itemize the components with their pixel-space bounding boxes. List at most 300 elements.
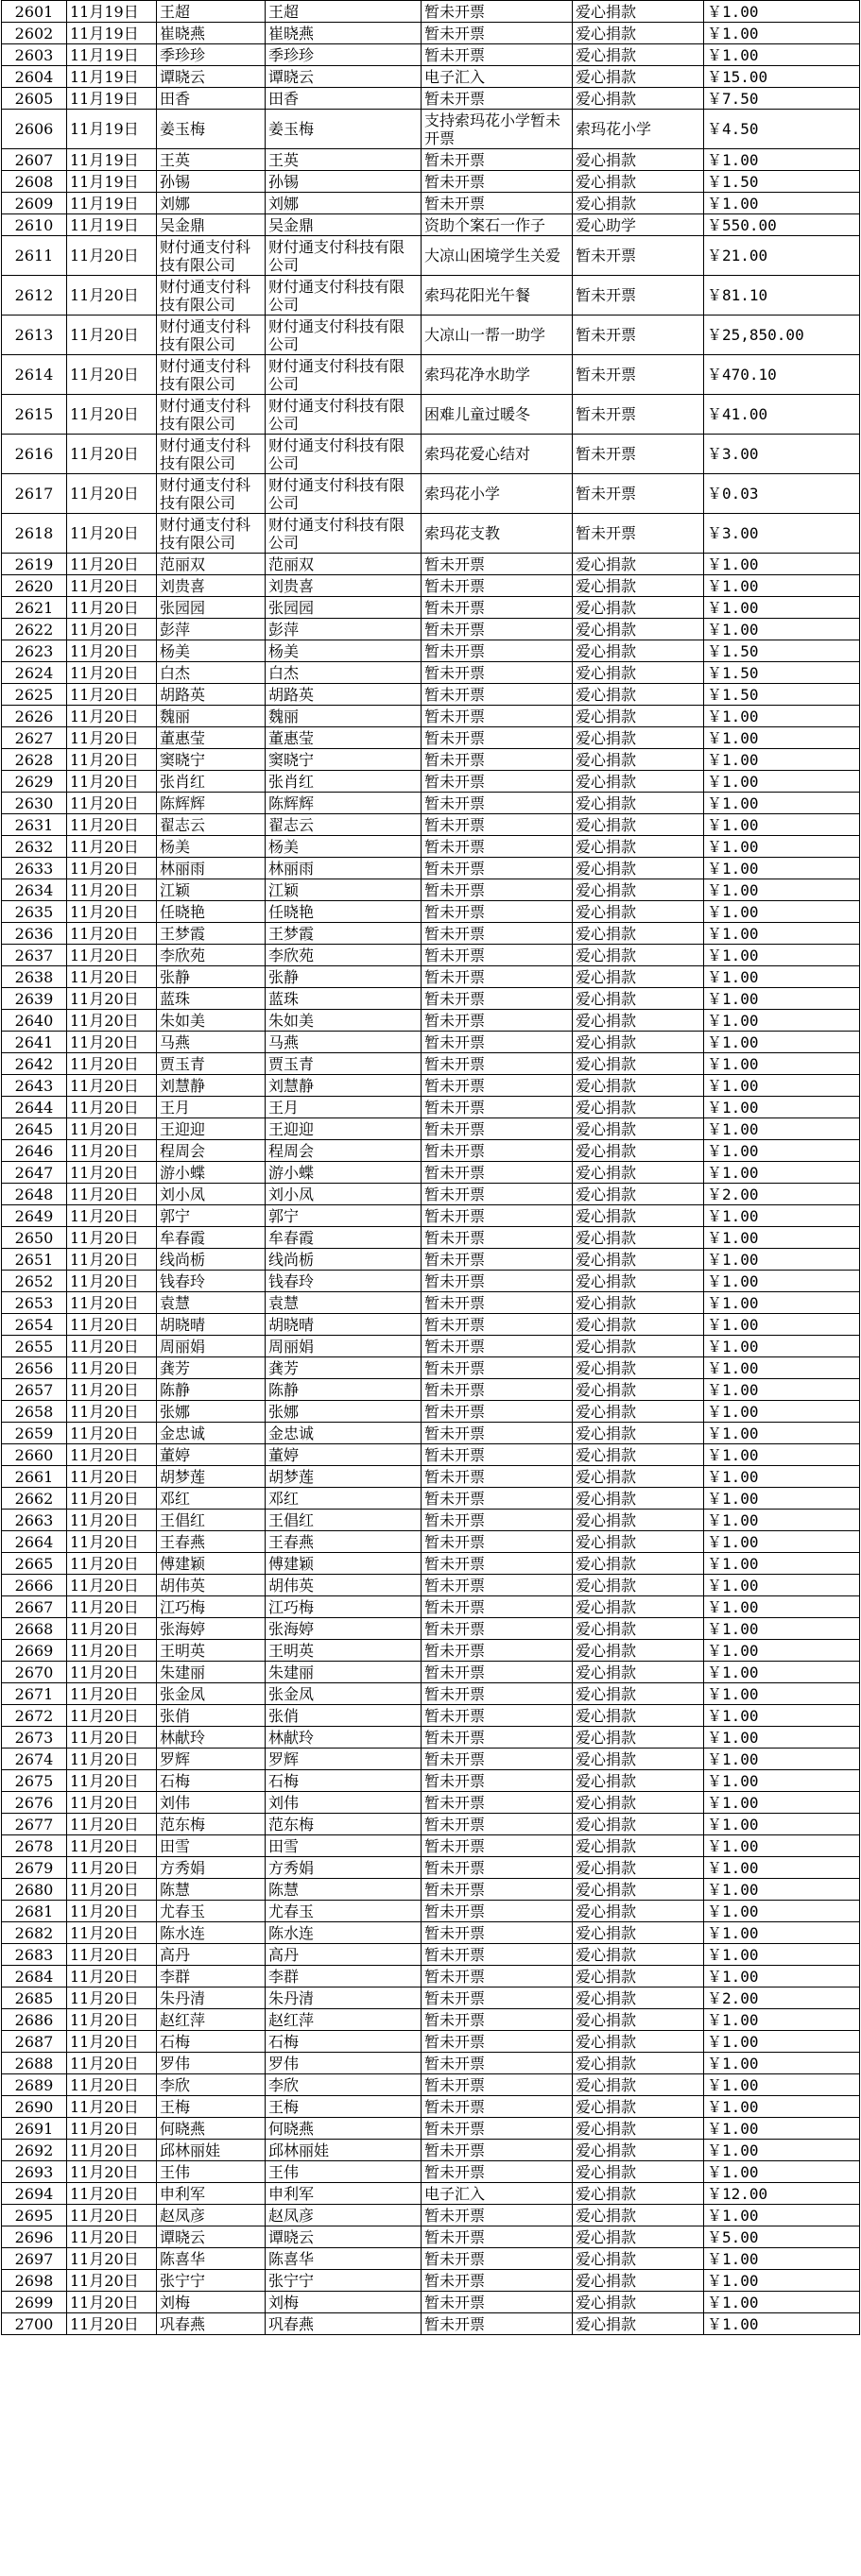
amount-cell: ￥1.00	[704, 1749, 860, 1770]
donor-name-cell: 刘贵喜	[157, 575, 266, 597]
donor-name-cell: 刘梅	[157, 2292, 266, 2313]
row-number: 2691	[2, 2118, 67, 2140]
table-row	[2, 2270, 860, 2292]
date-cell: 11月20日	[67, 1835, 157, 1857]
note-cell: 暂未开票	[422, 901, 573, 923]
donor-name-cell: 江巧梅	[157, 1596, 266, 1618]
payer-name-cell: 王英	[266, 149, 422, 171]
amount-cell: ￥1.00	[704, 2292, 860, 2313]
payer-name-cell: 刘梅	[266, 2292, 422, 2313]
table-row	[2, 1053, 860, 1075]
amount-cell: ￥1.00	[704, 1466, 860, 1488]
donor-name-cell: 姜玉梅	[157, 110, 266, 149]
amount-cell: ￥1.00	[704, 1032, 860, 1053]
table-row	[2, 597, 860, 619]
category-cell: 爱心捐款	[573, 1118, 704, 1140]
payer-name-cell: 方秀娟	[266, 1857, 422, 1879]
amount-cell: ￥5.00	[704, 2226, 860, 2248]
note-cell: 暂未开票	[422, 1097, 573, 1118]
donor-name-cell: 翟志云	[157, 814, 266, 836]
payer-name-cell: 董惠莹	[266, 727, 422, 749]
payer-name-cell: 财付通支付科技有限公司	[266, 355, 422, 395]
date-cell: 11月20日	[67, 1575, 157, 1596]
table-row	[2, 662, 860, 684]
donor-name-cell: 胡梦莲	[157, 1466, 266, 1488]
table-row	[2, 1705, 860, 1727]
amount-cell: ￥1.00	[704, 1531, 860, 1553]
row-number: 2655	[2, 1336, 67, 1357]
payer-name-cell: 田香	[266, 88, 422, 110]
donor-name-cell: 范丽双	[157, 554, 266, 575]
category-cell: 爱心捐款	[573, 1966, 704, 1987]
date-cell: 11月20日	[67, 1032, 157, 1053]
table-row	[2, 2183, 860, 2205]
donor-name-cell: 财付通支付科技有限公司	[157, 276, 266, 316]
category-cell: 爱心捐款	[573, 2009, 704, 2031]
date-cell: 11月20日	[67, 2183, 157, 2205]
category-cell: 爱心捐款	[573, 2074, 704, 2096]
row-number: 2660	[2, 1444, 67, 1466]
category-cell: 暂未开票	[573, 514, 704, 554]
row-number: 2658	[2, 1401, 67, 1423]
category-cell: 爱心捐款	[573, 1292, 704, 1314]
amount-cell: ￥1.00	[704, 1357, 860, 1379]
donor-name-cell: 龚芳	[157, 1357, 266, 1379]
category-cell: 爱心捐款	[573, 988, 704, 1010]
amount-cell: ￥1.00	[704, 1922, 860, 1944]
row-number: 2646	[2, 1140, 67, 1162]
table-row	[2, 858, 860, 879]
row-number: 2623	[2, 640, 67, 662]
note-cell: 暂未开票	[422, 575, 573, 597]
table-row	[2, 771, 860, 793]
date-cell: 11月20日	[67, 2096, 157, 2118]
donor-name-cell: 何晓燕	[157, 2118, 266, 2140]
amount-cell: ￥1.50	[704, 171, 860, 193]
amount-cell: ￥1.00	[704, 793, 860, 814]
table-row	[2, 23, 860, 44]
donor-name-cell: 程周会	[157, 1140, 266, 1162]
note-cell: 暂未开票	[422, 1662, 573, 1683]
date-cell: 11月19日	[67, 23, 157, 44]
note-cell: 暂未开票	[422, 2270, 573, 2292]
table-row	[2, 923, 860, 945]
note-cell: 暂未开票	[422, 1205, 573, 1227]
donor-name-cell: 高丹	[157, 1944, 266, 1966]
row-number: 2616	[2, 435, 67, 474]
payer-name-cell: 刘伟	[266, 1792, 422, 1814]
donor-name-cell: 王迎迎	[157, 1118, 266, 1140]
payer-name-cell: 王倡红	[266, 1510, 422, 1531]
amount-cell: ￥1.00	[704, 1314, 860, 1336]
table-row	[2, 1792, 860, 1814]
donor-name-cell: 陈慧	[157, 1879, 266, 1901]
category-cell: 爱心捐款	[573, 1314, 704, 1336]
amount-cell: ￥1.00	[704, 901, 860, 923]
date-cell: 11月20日	[67, 1010, 157, 1032]
amount-cell: ￥1.00	[704, 858, 860, 879]
donor-name-cell: 白杰	[157, 662, 266, 684]
date-cell: 11月19日	[67, 149, 157, 171]
table-row	[2, 966, 860, 988]
table-row	[2, 171, 860, 193]
donor-name-cell: 王梅	[157, 2096, 266, 2118]
amount-cell: ￥1.00	[704, 1727, 860, 1749]
note-cell: 困难儿童过暖冬	[422, 395, 573, 435]
note-cell: 暂未开票	[422, 1705, 573, 1727]
row-number: 2622	[2, 619, 67, 640]
row-number: 2602	[2, 23, 67, 44]
note-cell: 暂未开票	[422, 966, 573, 988]
payer-name-cell: 张园园	[266, 597, 422, 619]
amount-cell: ￥1.00	[704, 1596, 860, 1618]
donor-name-cell: 尤春玉	[157, 1901, 266, 1922]
payer-name-cell: 财付通支付科技有限公司	[266, 474, 422, 514]
note-cell: 暂未开票	[422, 1987, 573, 2009]
date-cell: 11月20日	[67, 1792, 157, 1814]
category-cell: 爱心捐款	[573, 1814, 704, 1835]
note-cell: 索玛花阳光午餐	[422, 276, 573, 316]
note-cell: 暂未开票	[422, 1727, 573, 1749]
amount-cell: ￥1.00	[704, 1857, 860, 1879]
note-cell: 暂未开票	[422, 858, 573, 879]
donor-name-cell: 李群	[157, 1966, 266, 1987]
row-number: 2633	[2, 858, 67, 879]
note-cell: 暂未开票	[422, 1618, 573, 1640]
payer-name-cell: 田雪	[266, 1835, 422, 1857]
row-number: 2698	[2, 2270, 67, 2292]
table-row	[2, 66, 860, 88]
amount-cell: ￥1.00	[704, 1205, 860, 1227]
row-number: 2653	[2, 1292, 67, 1314]
row-number: 2699	[2, 2292, 67, 2313]
row-number: 2644	[2, 1097, 67, 1118]
category-cell: 爱心捐款	[573, 2031, 704, 2053]
donor-name-cell: 胡路英	[157, 684, 266, 706]
category-cell: 爱心捐款	[573, 1488, 704, 1510]
payer-name-cell: 翟志云	[266, 814, 422, 836]
category-cell: 爱心捐款	[573, 575, 704, 597]
payer-name-cell: 王伟	[266, 2161, 422, 2183]
category-cell: 爱心捐款	[573, 2161, 704, 2183]
payer-name-cell: 石梅	[266, 1770, 422, 1792]
note-cell: 暂未开票	[422, 1966, 573, 1987]
date-cell: 11月20日	[67, 1053, 157, 1075]
category-cell: 爱心捐款	[573, 2183, 704, 2205]
donor-name-cell: 张肖红	[157, 771, 266, 793]
donor-name-cell: 崔晓燕	[157, 23, 266, 44]
row-number: 2647	[2, 1162, 67, 1184]
note-cell: 暂未开票	[422, 1, 573, 23]
row-number: 2625	[2, 684, 67, 706]
category-cell: 爱心捐款	[573, 2205, 704, 2226]
payer-name-cell: 袁慧	[266, 1292, 422, 1314]
category-cell: 爱心捐款	[573, 966, 704, 988]
table-row	[2, 1140, 860, 1162]
row-number: 2634	[2, 879, 67, 901]
table-row	[2, 1423, 860, 1444]
payer-name-cell: 谭晓云	[266, 2226, 422, 2248]
table-row	[2, 901, 860, 923]
category-cell: 爱心捐款	[573, 1205, 704, 1227]
date-cell: 11月20日	[67, 1118, 157, 1140]
row-number: 2690	[2, 2096, 67, 2118]
table-row	[2, 435, 860, 474]
category-cell: 暂未开票	[573, 316, 704, 355]
payer-name-cell: 石梅	[266, 2031, 422, 2053]
row-number: 2659	[2, 1423, 67, 1444]
row-number: 2629	[2, 771, 67, 793]
row-number: 2619	[2, 554, 67, 575]
category-cell: 爱心捐款	[573, 1053, 704, 1075]
note-cell: 暂未开票	[422, 727, 573, 749]
date-cell: 11月19日	[67, 214, 157, 236]
payer-name-cell: 张宁宁	[266, 2270, 422, 2292]
payer-name-cell: 江颖	[266, 879, 422, 901]
amount-cell: ￥2.00	[704, 1184, 860, 1205]
category-cell: 爱心捐款	[573, 1423, 704, 1444]
note-cell: 暂未开票	[422, 1879, 573, 1901]
table-row	[2, 1857, 860, 1879]
note-cell: 暂未开票	[422, 1140, 573, 1162]
row-number: 2672	[2, 1705, 67, 1727]
table-row	[2, 988, 860, 1010]
payer-name-cell: 范丽双	[266, 554, 422, 575]
date-cell: 11月20日	[67, 1314, 157, 1336]
category-cell: 爱心捐款	[573, 1162, 704, 1184]
date-cell: 11月20日	[67, 1618, 157, 1640]
category-cell: 暂未开票	[573, 435, 704, 474]
donor-name-cell: 胡晓晴	[157, 1314, 266, 1336]
table-row	[2, 88, 860, 110]
row-number: 2606	[2, 110, 67, 149]
payer-name-cell: 财付通支付科技有限公司	[266, 514, 422, 554]
amount-cell: ￥1.00	[704, 1640, 860, 1662]
note-cell: 暂未开票	[422, 1770, 573, 1792]
amount-cell: ￥1.00	[704, 1010, 860, 1032]
amount-cell: ￥1.00	[704, 1553, 860, 1575]
note-cell: 暂未开票	[422, 1184, 573, 1205]
donor-name-cell: 杨美	[157, 640, 266, 662]
amount-cell: ￥1.00	[704, 1162, 860, 1184]
table-row	[2, 1510, 860, 1531]
note-cell: 暂未开票	[422, 945, 573, 966]
row-number: 2609	[2, 193, 67, 214]
payer-name-cell: 钱春玲	[266, 1271, 422, 1292]
payer-name-cell: 吴金鼎	[266, 214, 422, 236]
table-row	[2, 236, 860, 276]
note-cell: 电子汇入	[422, 66, 573, 88]
donor-name-cell: 罗辉	[157, 1749, 266, 1770]
table-row	[2, 1553, 860, 1575]
amount-cell: ￥470.10	[704, 355, 860, 395]
table-row	[2, 395, 860, 435]
payer-name-cell: 彭萍	[266, 619, 422, 640]
date-cell: 11月20日	[67, 2270, 157, 2292]
amount-cell: ￥1.00	[704, 23, 860, 44]
note-cell: 暂未开票	[422, 2248, 573, 2270]
row-number: 2667	[2, 1596, 67, 1618]
row-number: 2615	[2, 395, 67, 435]
payer-name-cell: 游小蝶	[266, 1162, 422, 1184]
date-cell: 11月20日	[67, 1879, 157, 1901]
row-number: 2679	[2, 1857, 67, 1879]
amount-cell: ￥1.00	[704, 727, 860, 749]
row-number: 2689	[2, 2074, 67, 2096]
table-row	[2, 1944, 860, 1966]
donor-name-cell: 王梦霞	[157, 923, 266, 945]
table-row	[2, 1922, 860, 1944]
amount-cell: ￥1.00	[704, 1662, 860, 1683]
category-cell: 爱心捐款	[573, 1575, 704, 1596]
table-row	[2, 1770, 860, 1792]
note-cell: 暂未开票	[422, 88, 573, 110]
payer-name-cell: 财付通支付科技有限公司	[266, 395, 422, 435]
table-row	[2, 706, 860, 727]
category-cell: 爱心捐款	[573, 1140, 704, 1162]
row-number: 2643	[2, 1075, 67, 1097]
note-cell: 暂未开票	[422, 814, 573, 836]
note-cell: 暂未开票	[422, 771, 573, 793]
donor-name-cell: 财付通支付科技有限公司	[157, 474, 266, 514]
category-cell: 爱心捐款	[573, 66, 704, 88]
table-row	[2, 1118, 860, 1140]
category-cell: 爱心捐款	[573, 901, 704, 923]
payer-name-cell: 王超	[266, 1, 422, 23]
date-cell: 11月20日	[67, 923, 157, 945]
row-number: 2685	[2, 1987, 67, 2009]
amount-cell: ￥1.00	[704, 1, 860, 23]
donor-name-cell: 王伟	[157, 2161, 266, 2183]
amount-cell: ￥1.00	[704, 945, 860, 966]
donor-name-cell: 林献玲	[157, 1727, 266, 1749]
amount-cell: ￥0.03	[704, 474, 860, 514]
note-cell: 暂未开票	[422, 2313, 573, 2335]
date-cell: 11月20日	[67, 1401, 157, 1423]
note-cell: 暂未开票	[422, 149, 573, 171]
payer-name-cell: 张肖红	[266, 771, 422, 793]
date-cell: 11月20日	[67, 1466, 157, 1488]
category-cell: 爱心捐款	[573, 1683, 704, 1705]
category-cell: 爱心捐款	[573, 1879, 704, 1901]
category-cell: 爱心捐款	[573, 945, 704, 966]
category-cell: 爱心捐款	[573, 923, 704, 945]
table-row	[2, 149, 860, 171]
note-cell: 暂未开票	[422, 1575, 573, 1596]
payer-name-cell: 财付通支付科技有限公司	[266, 236, 422, 276]
row-number: 2605	[2, 88, 67, 110]
amount-cell: ￥1.00	[704, 619, 860, 640]
amount-cell: ￥1.00	[704, 575, 860, 597]
payer-name-cell: 王月	[266, 1097, 422, 1118]
amount-cell: ￥1.00	[704, 2313, 860, 2335]
amount-cell: ￥1.00	[704, 1770, 860, 1792]
category-cell: 爱心捐款	[573, 619, 704, 640]
donor-name-cell: 彭萍	[157, 619, 266, 640]
row-number: 2688	[2, 2053, 67, 2074]
table-row	[2, 2313, 860, 2335]
table-row	[2, 1336, 860, 1357]
table-row	[2, 474, 860, 514]
category-cell: 爱心捐款	[573, 1987, 704, 2009]
category-cell: 暂未开票	[573, 355, 704, 395]
amount-cell: ￥1.00	[704, 2248, 860, 2270]
donor-name-cell: 吴金鼎	[157, 214, 266, 236]
amount-cell: ￥41.00	[704, 395, 860, 435]
donor-name-cell: 张静	[157, 966, 266, 988]
donor-name-cell: 谭晓云	[157, 66, 266, 88]
donor-name-cell: 魏丽	[157, 706, 266, 727]
row-number: 2677	[2, 1814, 67, 1835]
row-number: 2669	[2, 1640, 67, 1662]
row-number: 2665	[2, 1553, 67, 1575]
category-cell: 爱心捐款	[573, 554, 704, 575]
payer-name-cell: 魏丽	[266, 706, 422, 727]
category-cell: 爱心捐款	[573, 1249, 704, 1271]
amount-cell: ￥1.00	[704, 193, 860, 214]
payer-name-cell: 何晓燕	[266, 2118, 422, 2140]
amount-cell: ￥1.00	[704, 1271, 860, 1292]
table-row	[2, 1032, 860, 1053]
donor-name-cell: 石梅	[157, 1770, 266, 1792]
row-number: 2675	[2, 1770, 67, 1792]
note-cell: 暂未开票	[422, 923, 573, 945]
row-number: 2614	[2, 355, 67, 395]
payer-name-cell: 陈喜华	[266, 2248, 422, 2270]
row-number: 2610	[2, 214, 67, 236]
donor-name-cell: 邱林丽娃	[157, 2140, 266, 2161]
date-cell: 11月20日	[67, 727, 157, 749]
amount-cell: ￥1.00	[704, 1401, 860, 1423]
donor-name-cell: 张海婷	[157, 1618, 266, 1640]
payer-name-cell: 陈慧	[266, 1879, 422, 1901]
category-cell: 索玛花小学	[573, 110, 704, 149]
note-cell: 索玛花爱心结对	[422, 435, 573, 474]
donor-name-cell: 陈水连	[157, 1922, 266, 1944]
category-cell: 爱心捐款	[573, 1271, 704, 1292]
donor-name-cell: 线尚栃	[157, 1249, 266, 1271]
donor-name-cell: 季珍珍	[157, 44, 266, 66]
note-cell: 暂未开票	[422, 171, 573, 193]
donor-name-cell: 范东梅	[157, 1814, 266, 1835]
donor-name-cell: 王倡红	[157, 1510, 266, 1531]
note-cell: 暂未开票	[422, 2205, 573, 2226]
amount-cell: ￥1.00	[704, 2118, 860, 2140]
donor-name-cell: 张俏	[157, 1705, 266, 1727]
row-number: 2670	[2, 1662, 67, 1683]
payer-name-cell: 巩春燕	[266, 2313, 422, 2335]
date-cell: 11月20日	[67, 901, 157, 923]
date-cell: 11月20日	[67, 1531, 157, 1553]
row-number: 2651	[2, 1249, 67, 1271]
payer-name-cell: 周丽娟	[266, 1336, 422, 1357]
row-number: 2680	[2, 1879, 67, 1901]
date-cell: 11月20日	[67, 2226, 157, 2248]
row-number: 2693	[2, 2161, 67, 2183]
payer-name-cell: 牟春霞	[266, 1227, 422, 1249]
payer-name-cell: 马燕	[266, 1032, 422, 1053]
date-cell: 11月20日	[67, 1488, 157, 1510]
note-cell: 索玛花小学	[422, 474, 573, 514]
date-cell: 11月20日	[67, 1205, 157, 1227]
payer-name-cell: 赵凤彦	[266, 2205, 422, 2226]
payer-name-cell: 朱如美	[266, 1010, 422, 1032]
category-cell: 爱心捐款	[573, 2096, 704, 2118]
category-cell: 爱心捐款	[573, 1749, 704, 1770]
donor-name-cell: 田雪	[157, 1835, 266, 1857]
date-cell: 11月20日	[67, 2205, 157, 2226]
table-row	[2, 110, 860, 149]
